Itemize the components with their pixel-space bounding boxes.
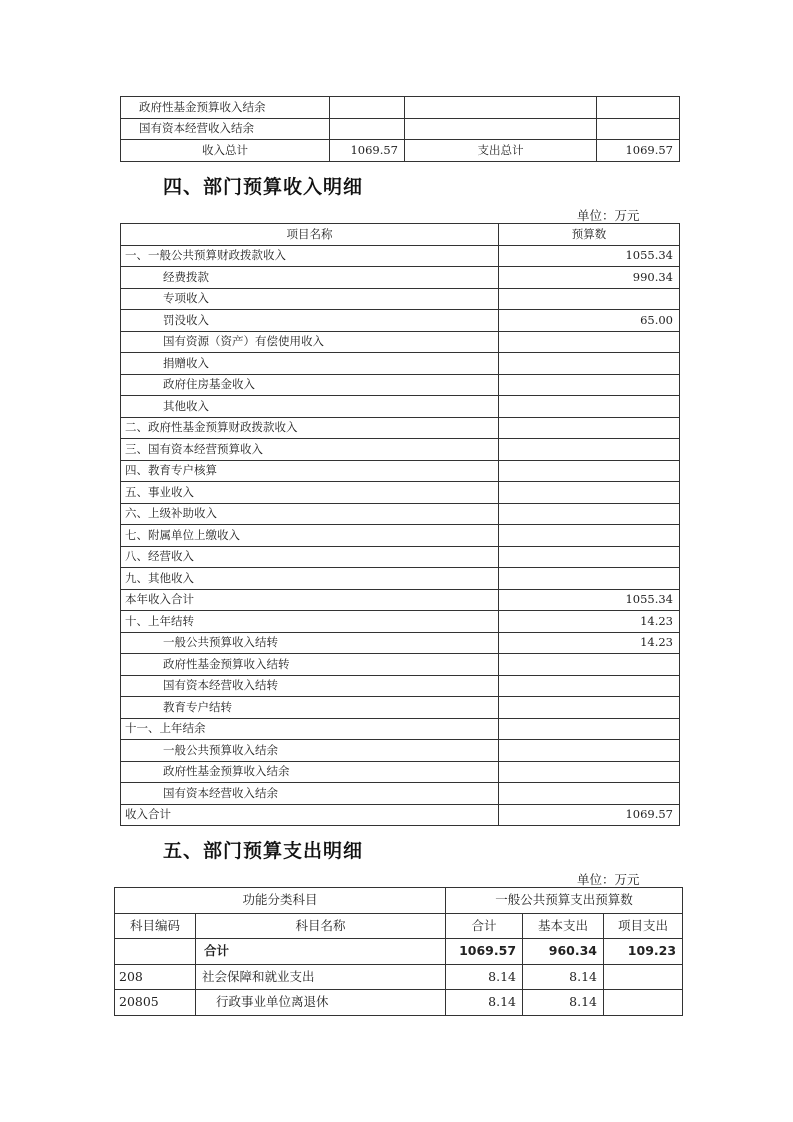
income-item-name: 政府性基金预算收入结余 [121,761,499,783]
table-row [121,140,680,162]
income-item-amount [499,374,680,396]
basic-amount: 960.34 [523,939,604,965]
subject-name: 合计 [196,939,446,965]
table-row [121,460,680,482]
summary-amount [330,97,405,119]
income-item-name: 政府性基金预算收入结转 [121,654,499,676]
summary-amount [330,118,405,140]
income-item-name: 六、上级补助收入 [121,503,499,525]
income-item-name: 经费拨款 [121,267,499,289]
table-row [121,525,680,547]
income-item-name: 四、教育专户核算 [121,460,499,482]
table-row [121,374,680,396]
project-amount: 109.23 [604,939,683,965]
table-row [115,990,683,1016]
income-item-name: 罚没收入 [121,310,499,332]
summary-label2 [405,97,597,119]
section5-unit: 单位：万元 [577,872,640,887]
table-row [121,482,680,504]
summary-label: 国有资本经营收入结余 [121,118,330,140]
table-row [121,611,680,633]
column-header-category: 功能分类科目 [115,888,446,914]
income-item-name: 专项收入 [121,288,499,310]
income-item-amount: 1055.34 [499,589,680,611]
column-header-name: 项目名称 [121,224,499,246]
income-item-amount [499,417,680,439]
income-item-name: 国有资本经营收入结余 [121,783,499,805]
table-row [121,675,680,697]
income-item-name: 二、政府性基金预算财政拨款收入 [121,417,499,439]
expense-detail-table [114,887,683,1016]
expense-total-amount: 1069.57 [597,140,680,162]
income-item-name: 五、事业收入 [121,482,499,504]
income-item-amount: 1055.34 [499,245,680,267]
income-item-amount: 14.23 [499,632,680,654]
income-item-name: 一、一般公共预算财政拨款收入 [121,245,499,267]
income-item-name: 三、国有资本经营预算收入 [121,439,499,461]
table-row [121,331,680,353]
subject-name: 社会保障和就业支出 [196,964,446,990]
basic-amount: 8.14 [523,990,604,1016]
income-expense-summary-table [120,96,680,162]
income-detail-table [120,223,680,826]
basic-amount: 8.14 [523,964,604,990]
project-amount [604,990,683,1016]
income-total-amount: 1069.57 [330,140,405,162]
income-item-amount [499,740,680,762]
column-header-total: 合计 [446,913,523,939]
table-row [121,288,680,310]
income-item-name: 一般公共预算收入结余 [121,740,499,762]
table-row [121,783,680,805]
income-item-name: 七、附属单位上缴收入 [121,525,499,547]
column-header-code: 科目编码 [115,913,196,939]
table-row [115,964,683,990]
summary-amount2 [597,118,680,140]
table-row [121,396,680,418]
income-item-name: 国有资源（资产）有偿使用收入 [121,331,499,353]
income-item-amount [499,288,680,310]
income-item-name: 一般公共预算收入结转 [121,632,499,654]
table-row [121,503,680,525]
income-item-name: 八、经营收入 [121,546,499,568]
section4-title: 四、部门预算收入明细 [163,176,364,198]
subject-code: 208 [115,964,196,990]
income-item-name: 教育专户结转 [121,697,499,719]
project-amount [604,964,683,990]
section4-unit: 单位：万元 [577,208,640,223]
table-row [121,761,680,783]
table-header-row [115,888,683,914]
summary-amount2 [597,97,680,119]
income-item-name: 本年收入合计 [121,589,499,611]
income-item-name: 其他收入 [121,396,499,418]
table-row [121,589,680,611]
table-row [121,718,680,740]
table-row [121,439,680,461]
table-row [121,118,680,140]
income-item-amount [499,761,680,783]
income-item-name: 九、其他收入 [121,568,499,590]
income-item-amount: 1069.57 [499,804,680,826]
table-row [121,245,680,267]
income-item-amount: 65.00 [499,310,680,332]
income-item-amount [499,546,680,568]
income-total-label: 收入总计 [121,140,330,162]
table-row [121,740,680,762]
table-row [121,804,680,826]
table-row [121,632,680,654]
column-header-subject: 科目名称 [196,913,446,939]
section5-title: 五、部门预算支出明细 [163,840,364,862]
table-row [121,546,680,568]
income-item-amount [499,482,680,504]
table-row [121,267,680,289]
table-row [121,697,680,719]
income-item-amount [499,675,680,697]
income-item-amount [499,525,680,547]
income-item-amount [499,331,680,353]
total-amount: 8.14 [446,964,523,990]
income-item-name: 十、上年结转 [121,611,499,633]
income-item-amount: 990.34 [499,267,680,289]
table-header-row [115,913,683,939]
summary-label2 [405,118,597,140]
subject-name: 行政事业单位离退休 [196,990,446,1016]
table-row [115,939,683,965]
income-item-name: 收入合计 [121,804,499,826]
subject-code: 20805 [115,990,196,1016]
income-item-name: 国有资本经营收入结转 [121,675,499,697]
subject-code [115,939,196,965]
expense-total-label: 支出总计 [405,140,597,162]
income-item-name: 十一、上年结余 [121,718,499,740]
table-row [121,568,680,590]
summary-label: 政府性基金预算收入结余 [121,97,330,119]
table-row [121,417,680,439]
table-header-row [121,224,680,246]
income-item-amount [499,697,680,719]
income-item-amount [499,396,680,418]
total-amount: 8.14 [446,990,523,1016]
column-header-project: 项目支出 [604,913,683,939]
income-item-amount [499,718,680,740]
total-amount: 1069.57 [446,939,523,965]
income-item-amount [499,654,680,676]
income-item-amount: 14.23 [499,611,680,633]
table-row [121,97,680,119]
table-row [121,654,680,676]
column-header-amount: 预算数 [499,224,680,246]
income-item-amount [499,439,680,461]
column-header-budget: 一般公共预算支出预算数 [446,888,683,914]
income-item-amount [499,353,680,375]
income-item-amount [499,783,680,805]
table-row [121,310,680,332]
income-item-name: 政府住房基金收入 [121,374,499,396]
income-item-name: 捐赠收入 [121,353,499,375]
income-item-amount [499,460,680,482]
income-item-amount [499,568,680,590]
column-header-basic: 基本支出 [523,913,604,939]
table-row [121,353,680,375]
income-item-amount [499,503,680,525]
